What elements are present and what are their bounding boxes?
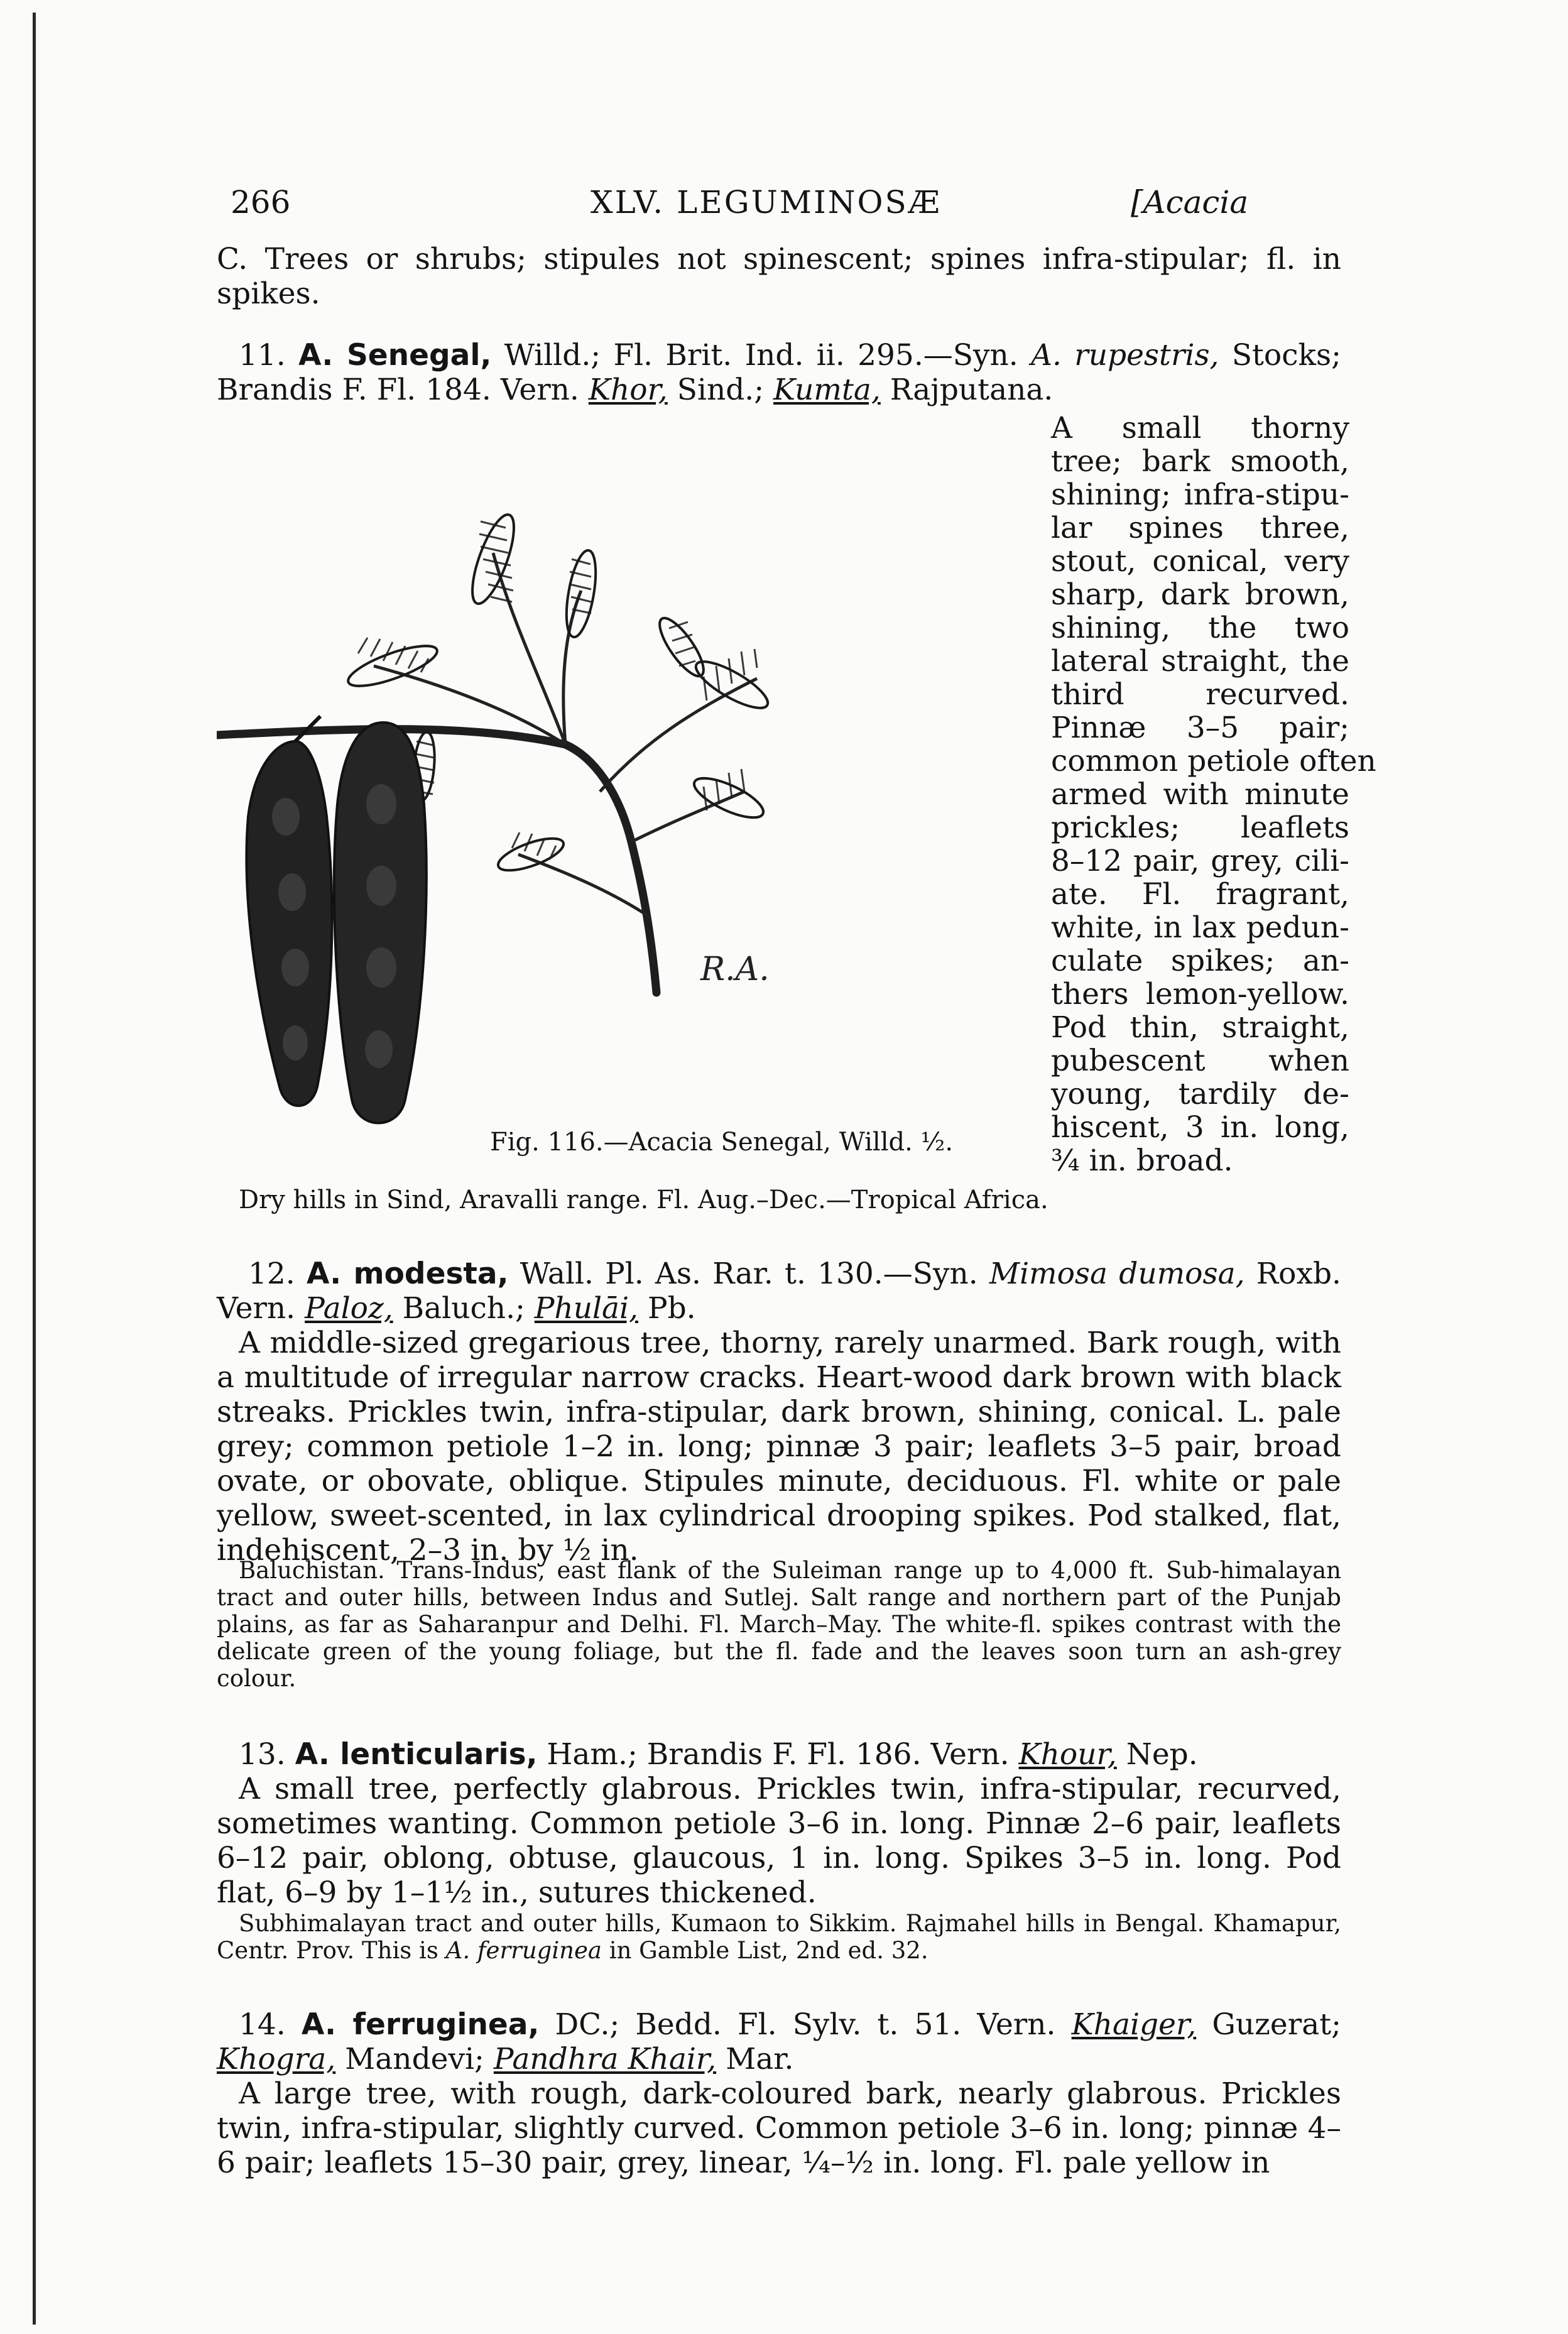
vernacular-name: Kumta,: [773, 373, 881, 407]
vernacular-name: Khaiger,: [1071, 2007, 1197, 2042]
vernacular-name: Phulāi,: [534, 1291, 638, 1326]
synonym: A. ferruginea: [445, 1937, 602, 1964]
running-title: XLV. LEGUMINOSÆ: [591, 184, 942, 221]
vernacular-name: Paloz,: [305, 1291, 393, 1326]
running-genus: [Acacia: [1131, 184, 1249, 221]
species-number: 12.: [248, 1257, 295, 1291]
species-number: 11.: [239, 338, 286, 373]
binding-edge-line: [33, 13, 36, 2325]
species-14-heading: 14. A. ferruginea, DC.; Bedd. Fl. Sylv. t. 51. Vern. Khaiger, Guzerat; Khogra, Mandevi; Pandhra Khair, Mar.: [217, 2007, 1341, 2076]
vernacular-name: Khogra,: [217, 2042, 336, 2076]
species-11-heading: 11. A. Senegal, Willd.; Fl. Brit. Ind. ii. 295.—Syn. A. rupestris, Stocks; Brandis F. Fl. 184. Vern. Khor, Sind.; Kumta, Rajputana.: [217, 338, 1341, 407]
species-12-description: A middle-sized gregarious tree, thorny, rarely unarmed. Bark rough, with a multitude of irregular narrow cracks. Heart-wood dark brown with black streaks. Prickles twin, infra-stipular, dark brown, shining, conical. L. pale grey; common petiole 1–2 in. long; pinnæ 3 pair; leaflets 3–5 pair, broad ovate, or obovate, oblique. Stipules minute, deciduous. Fl. white or pale yellow, sweet-scented, in lax cylindrical drooping spikes. Pod stalked, flat, indehiscent, 2–3 in. by ½ in.: [217, 1326, 1341, 1568]
page-number: 266: [231, 184, 291, 221]
figure-caption: Fig. 116.—Acacia Senegal, Willd. ½.: [490, 1128, 954, 1157]
species-11-habitat: Dry hills in Sind, Aravalli range. Fl. Aug.–Dec.—Tropical Africa.: [239, 1186, 1048, 1214]
species-13-description: A small tree, perfectly glabrous. Prickles twin, infra-stipular, recurved, sometimes wanting. Common petiole 3–6 in. long. Pinnæ 2–6 pair, leaflets 6–12 pair, oblong, obtuse, glaucous, 1 in. long. Spikes 3–5 in. long. Pod flat, 6–9 by 1–1½ in., sutures thickened.: [217, 1772, 1341, 1910]
vernacular-name: Khor,: [588, 373, 668, 407]
section-c-heading: C. Trees or shrubs; stipules not spinescent; spines infra-stipular; fl. in spikes.: [217, 242, 1341, 311]
species-13-habitat: Subhimalayan tract and outer hills, Kumaon to Sikkim. Rajmahel hills in Bengal. Khamapur, Centr. Prov. This is A. ferruginea in Gamble List, 2nd ed. 32.: [217, 1910, 1341, 1964]
species-13-heading: 13. A. lenticularis, Ham.; Brandis F. Fl. 186. Vern. Khour, Nep.: [239, 1737, 1198, 1772]
species-11-description: A small thorny tree; bark smooth, shining; infra-stipu- lar spines three, stout, conical, very sharp, dark brown, shining, the two lateral straight, the third recurved. Pinnæ 3–5 pair; common petiole often armed with minute prickles; leaflets 8–12 pair, grey, cili- ate. Fl. fragrant, white, in lax pedun- culate spikes; an- thers lemon-yellow. Pod thin, straight, pubescent when young, tardily de- hiscent, 3 in. long, ¾ in. broad.: [1051, 411, 1376, 1178]
species-name: A. ferruginea,: [301, 2007, 540, 2042]
species-name: A. Senegal,: [298, 338, 492, 373]
species-name: A. modesta,: [306, 1257, 509, 1291]
figure-116-illustration: [217, 415, 1046, 1181]
vernacular-name: Khour,: [1018, 1737, 1117, 1772]
species-number: 13.: [239, 1737, 286, 1772]
species-name: A. lenticularis,: [295, 1737, 538, 1772]
species-12-heading: 12. A. modesta, Wall. Pl. As. Rar. t. 130.—Syn. Mimosa dumosa, Roxb. Vern. Paloz, Baluch.; Phulāi, Pb.: [217, 1257, 1341, 1326]
species-number: 14.: [239, 2007, 286, 2042]
synonym: Mimosa dumosa,: [989, 1257, 1245, 1291]
species-14-description: A large tree, with rough, dark-coloured bark, nearly glabrous. Prickles twin, infra-stipular, slightly curved. Common petiole 3–6 in. long; pinnæ 4–6 pair; leaflets 15–30 pair, grey, linear, ¼–½ in. long. Fl. pale yellow in: [217, 2076, 1341, 2180]
synonym: A. rupestris,: [1031, 338, 1219, 373]
vernacular-name: Pandhra Khair,: [493, 2042, 717, 2076]
artist-signature: R.A.: [700, 951, 770, 988]
species-12-habitat: Baluchistan. Trans-Indus, east flank of the Suleiman range up to 4,000 ft. Sub-himalayan tract and outer hills, between Indus and Sutlej. Salt range and northern part of the Punjab plains, as far as Saharanpur and Delhi. Fl. March–May. The white-fl. spikes contrast with the delicate green of the young foliage, but the fl. fade and the leaves soon turn an ash-grey colour.: [217, 1557, 1341, 1692]
